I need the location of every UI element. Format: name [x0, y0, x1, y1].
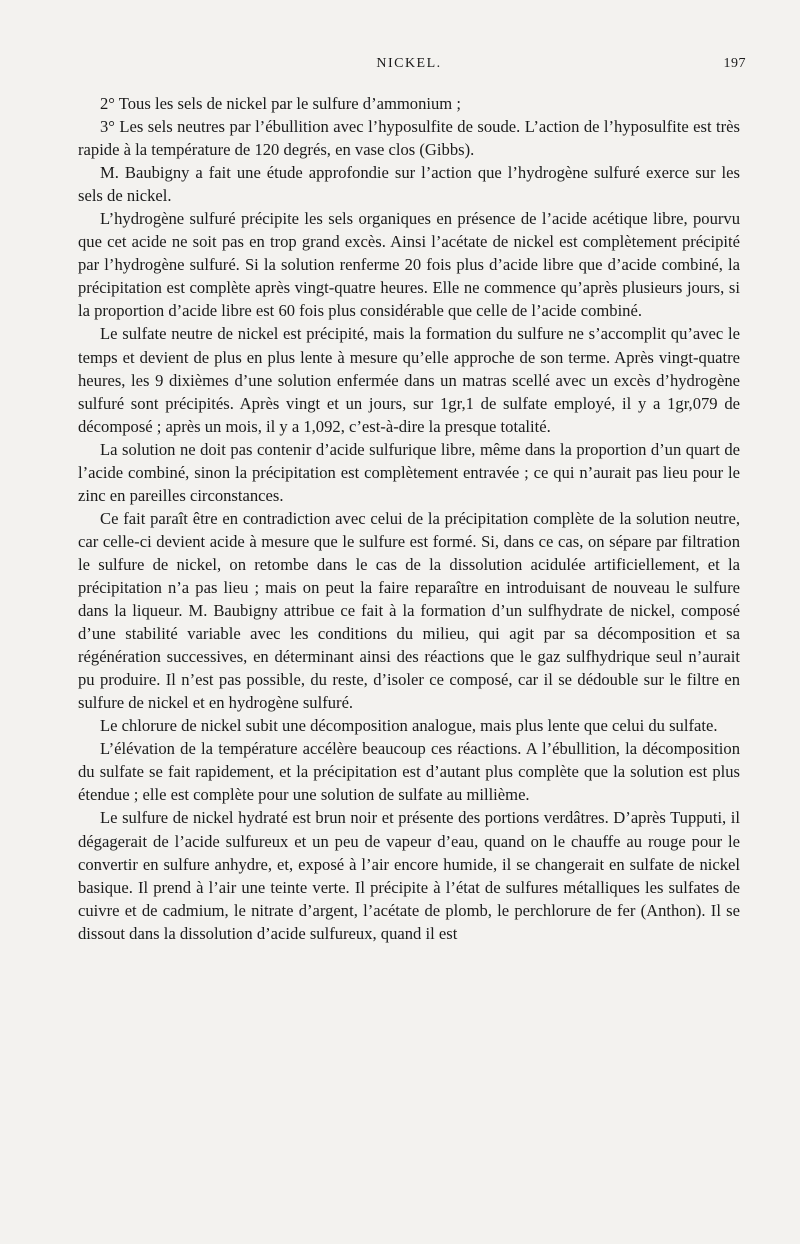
paragraph: Le sulfate neutre de nickel est précipité, mais la formation du sulfure ne s’accomplit qu’avec le temps et devient de plus en plus lente à mesure qu’elle approche de son terme. Après vingt-quatre heures, les 9 dixièmes d’une solution enfermée dans un matras scellé avec un excès d’hydrogène sulfuré sont précipités. Après vingt et un jours, sur 1gr,1 de sulfate employé, il y a 1gr,079 de décomposé ; après un mois, il y a 1,092, c’est-à-dire la presque totalité. [78, 324, 740, 436]
page-number: 197 [723, 56, 746, 71]
running-head [78, 52, 746, 78]
body-text [78, 92, 740, 945]
paragraph: 3° Les sels neutres par l’ébullition avec l’hyposulfite de soude. L’action de l’hyposulfite est très rapide à la température de 120 degrés, en vase clos (Gibbs). [78, 117, 740, 160]
paragraph: Le sulfure de nickel hydraté est brun noir et présente des portions verdâtres. D’après Tupputi, il dégagerait de l’acide sulfureux et un peu de vapeur d’eau, quand on le chauffe au rouge pour le convertir en sulfure anhydre, et, exposé à l’air encore humide, il se changerait en sulfate de nickel basique. Il prend à l’air une teinte verte. Il précipite à l’état de sulfures métalliques les sulfates de cuivre et de cadmium, le nitrate d’argent, l’acétate de plomb, le perchlorure de fer (Anthon). Il se dissout dans la dissolution d’acide sulfureux, quand il est [78, 808, 740, 943]
paragraph: L’élévation de la température accélère beaucoup ces réactions. A l’ébullition, la décomposition du sulfate se fait rapidement, et la précipitation est d’autant plus complète que la solution est plus étendue ; elle est complète pour une solution de sulfate au millième. [78, 739, 740, 805]
paragraph: La solution ne doit pas contenir d’acide sulfurique libre, même dans la proportion d’un quart de l’acide combiné, sinon la précipitation est complètement entravée ; ce qui n’aurait pas lieu pour le zinc en pareilles circonstances. [78, 439, 740, 505]
paragraph: M. Baubigny a fait une étude approfondie sur l’action que l’hydrogène sulfuré exerce sur les sels de nickel. [78, 163, 740, 206]
running-title: NICKEL. [376, 56, 442, 71]
paragraph: Le chlorure de nickel subit une décomposition analogue, mais plus lente que celui du sulfate. [100, 716, 718, 736]
paragraph: L’hydrogène sulfuré précipite les sels organiques en présence de l’acide acétique libre, pourvu que cet acide ne soit pas en trop grand excès. Ainsi l’acétate de nickel est complètement précipité par l’hydrogène sulfuré. Si la solution renferme 20 fois plus d’acide libre que d’acide combiné, la précipitation est complète après vingt-quatre heures. Elle ne commence qu’après plusieurs jours, si la proportion d’acide libre est 60 fois plus considérable que celle de l’acide combiné. [78, 209, 740, 321]
paragraph: 2° Tous les sels de nickel par le sulfure d’ammonium ; [100, 94, 461, 113]
paragraph: Ce fait paraît être en contradiction avec celui de la précipitation complète de la solution neutre, car celle-ci devient acide à mesure que le sulfure est formé. Si, dans ce cas, on sépare par filtration le sulfure de nickel, on retombe dans le cas de la dissolution acidulée artificiellement, et la précipitation n’a pas lieu ; mais on peut la faire reparaître en introduisant de nouveau le sulfure dans la liqueur. M. Baubigny attribue ce fait à la formation d’un sulfhydrate de nickel, composé d’une stabilité variable avec les conditions du milieu, qui agit par sa décomposition et sa régénération successives, en déterminant ainsi des réactions que le gaz sulfhydrique seul n’aurait pu produire. Il n’est pas possible, du reste, d’isoler ce composé, car il se dédouble sur le filtre en sulfure de nickel et en hydrogène sulfuré. [78, 508, 740, 713]
page [78, 52, 746, 945]
